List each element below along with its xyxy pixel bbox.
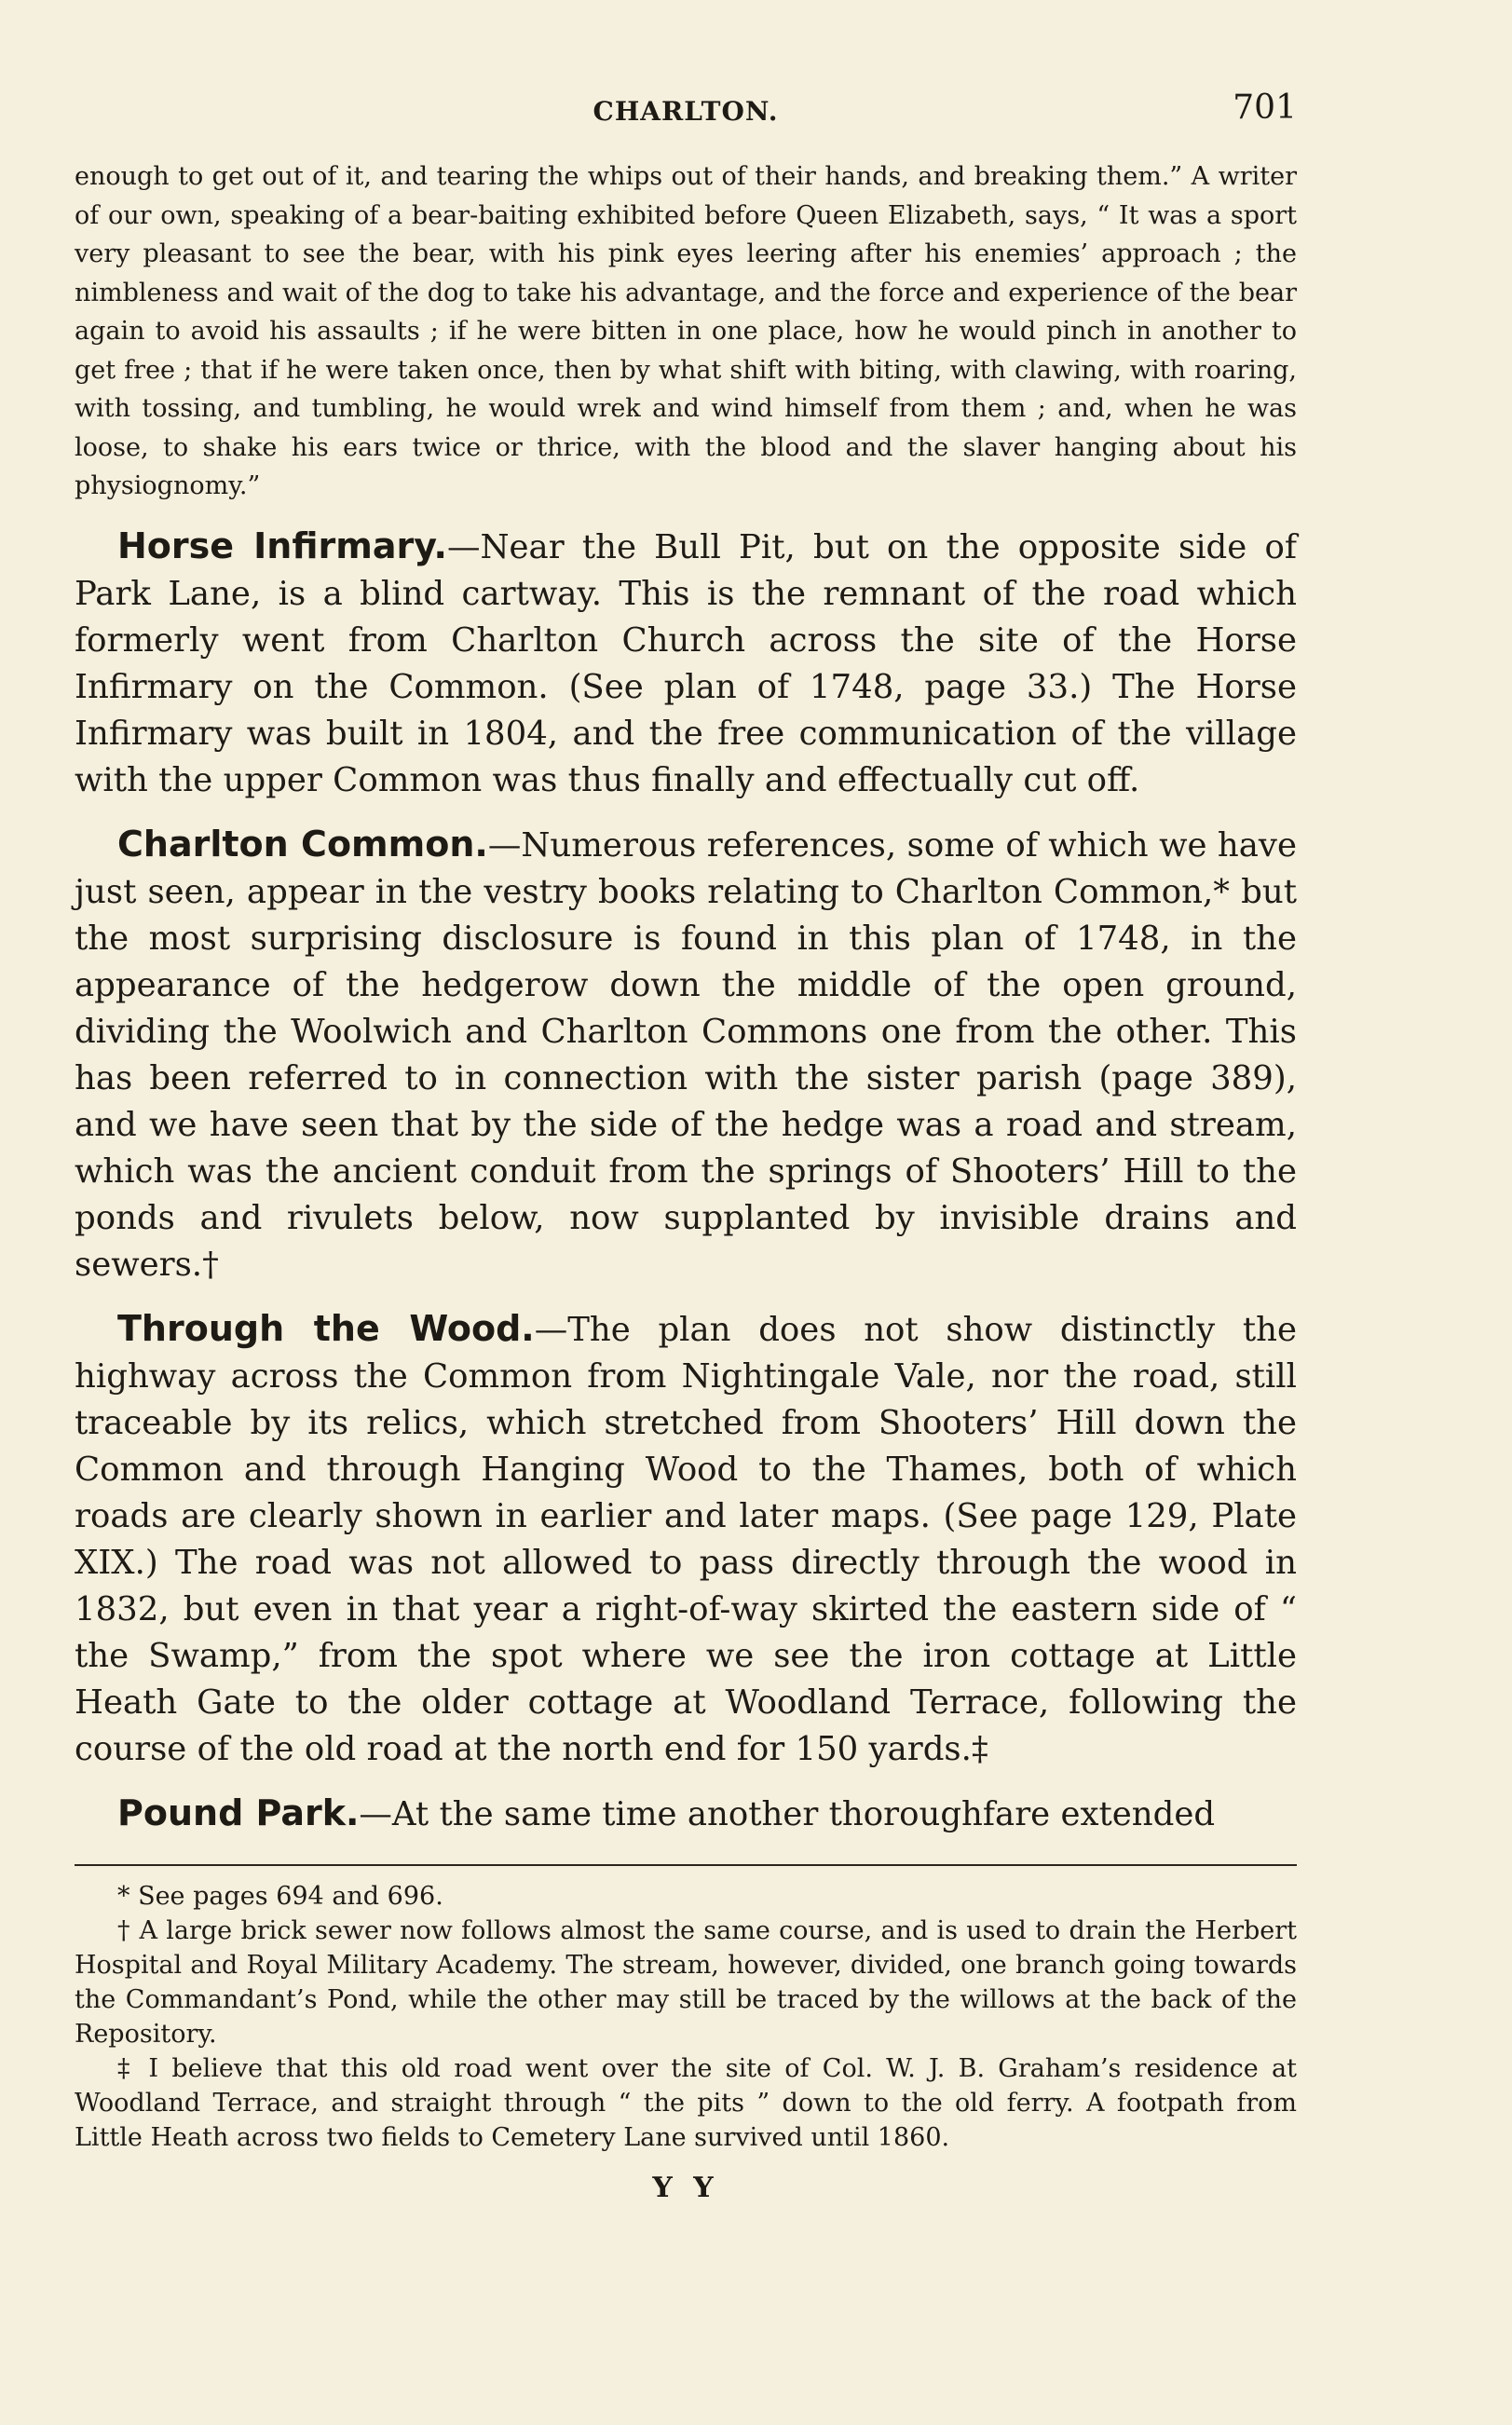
- footnote: † A large brick sewer now follows almost the same course, and is used to drain the Herbert Hospital and Royal Military Academy. The stream, however, divided, one branch going towards the Commandant’s Pond, while the other may still be traced by the willows at the back of the Repository.: [75, 1915, 1297, 2049]
- page-number: 701: [1233, 89, 1297, 127]
- section-heading: Horse Infirmary.: [117, 525, 447, 566]
- footnotes: [75, 1879, 1297, 2155]
- signature-mark: Y Y: [652, 2171, 719, 2204]
- section-text: —The plan does not show distinctly the highway across the Common from Nightingale Vale, nor the road, still traceable by its relics, which stretched from Shooters’ Hill down the Common and through Hanging Wood to the Thames, both of which roads are clearly shown in earlier and later maps. (See page 129, Plate XIX.) The road was not allowed to pass directly through the wood in 1832, but even in that year a right-of-way skirted the eastern side of “ the Swamp,” from the spot where we see the iron cottage at Little Heath Gate to the older cottage at Woodland Terrace, following the course of the old road at the north end for 150 yards.‡: [75, 1310, 1297, 1768]
- section-text: —Near the Bull Pit, but on the opposite side of Park Lane, is a blind cartway. This is the remnant of the road which formerly went from Charlton Church across the site of the Horse Infirmary on the Common. (See plan of 1748, page 33.) The Horse Infirmary was built in 1804, and the free communication of the village with the upper Common was thus finally and effectually cut off.: [75, 527, 1297, 799]
- running-head: [75, 89, 1297, 144]
- section-charlton-common: [75, 821, 1297, 1288]
- footnote: ‡ I believe that this old road went over the site of Col. W. J. B. Graham’s residence at Woodland Terrace, and straight through “ the pits ” down to the old ferry. A footpath from Little Heath across two fields to Cemetery Lane survived until 1860.: [75, 2053, 1297, 2152]
- section-heading: Pound Park.: [117, 1792, 360, 1833]
- footnote: * See pages 694 and 696.: [117, 1881, 443, 1911]
- section-text: —At the same time another thoroughfare extended: [359, 1794, 1216, 1833]
- footnote-divider: [75, 1864, 1297, 1866]
- section-heading: Through the Wood.: [117, 1307, 535, 1349]
- section-through-the-wood: [75, 1305, 1297, 1773]
- section-heading: Charlton Common.: [117, 823, 488, 865]
- running-title: CHARLTON.: [593, 96, 779, 127]
- section-text: —Numerous references, some of which we have just seen, appear in the vestry books relating to Charlton Common,* but the most surprising disclosure is found in this plan of 1748, in the appearance of the hedgerow down the middle of the open ground, dividing the Woolwich and Charlton Commons one from the other. This has been referred to in connection with the sister parish (page 389), and we have seen that by the side of the hedge was a road and stream, which was the ancient conduit from the springs of Shooters’ Hill to the ponds and rivulets below, now supplanted by invisible drains and sewers.†: [75, 825, 1297, 1284]
- intro-paragraph: enough to get out of it, and tearing the whips out of their hands, and breaking them.” A writer of our own, speaking of a bear-baiting exhibited before Queen Elizabeth, says, “ It was a sport very pleasant to see the bear, with his pink eyes leering after his enemies’ approach ; the nimbleness and wait of the dog to take his advantage, and the force and experience of the bear again to avoid his assaults ; if he were bitten in one place, how he would pinch in another to get free ; that if he were taken once, then by what shift with biting, with clawing, with roaring, with tossing, and tumbling, he would wrek and wind himself from them ; and, when he was loose, to shake his ears twice or thrice, with the blood and the slaver hanging about his physiognomy.”: [75, 162, 1297, 500]
- document-page: [75, 89, 1297, 2204]
- section-pound-park: [75, 1790, 1297, 1838]
- section-horse-infirmary: [75, 523, 1297, 804]
